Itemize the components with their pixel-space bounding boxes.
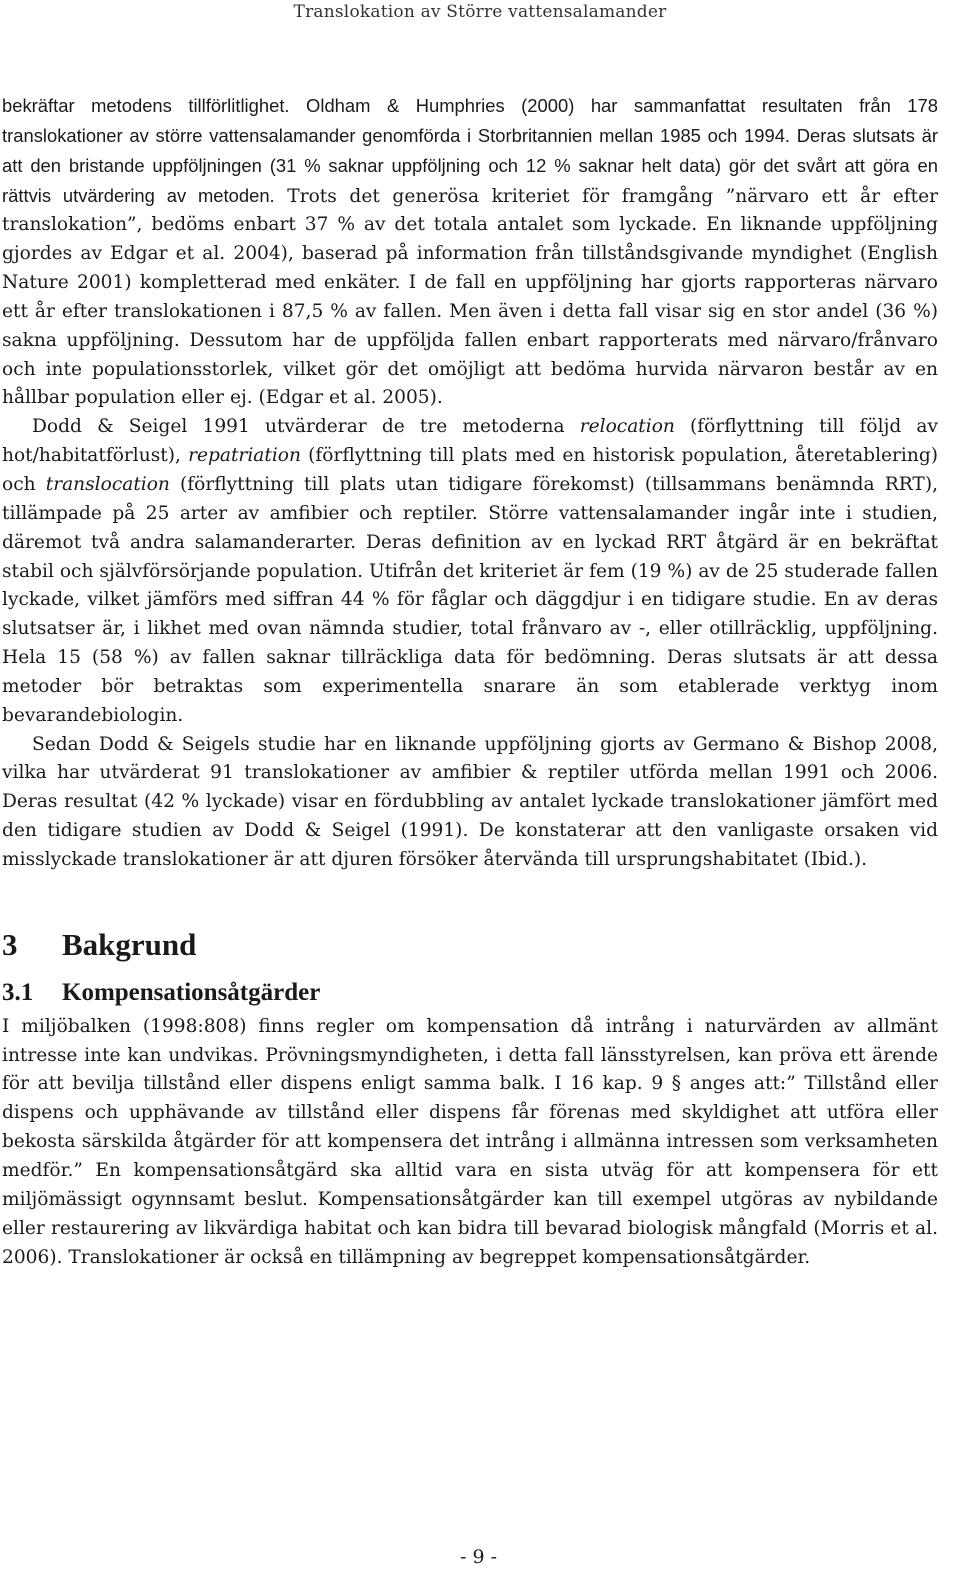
- subsection-heading-kompensationsatgarder: [2, 973, 938, 1013]
- paragraph-serif-segment: Trots det generösa kriteriet för framgång ”närvaro ett år efter translokation”, bedöms enbart 37 % av det totala antalet som lyckade. En liknande uppföljning gjordes av Edgar et al. 2004), baserad på information från tillståndsgivande myndighet (English Nature 2001) kompletterad med enkäter. I de fall en uppföljning har gjorts rapporteras närvaro ett år efter translokationen i 87,5 % av fallen. Men även i detta fall visar sig en stor andel (36 %) sakna uppföljning. Dessutom har de uppföljda fallen enbart rapporterats med närvaro/frånvaro och inte populationsstorlek, vilket gör det omöjligt att bedöma hurvida närvaron består av en hållbar population eller ej. (Edgar et al. 2005).: [2, 185, 938, 409]
- section-heading-bakgrund: [2, 925, 938, 965]
- subsection-title: Kompensationsåtgärder: [62, 978, 321, 1006]
- subsection-number: 3.1: [2, 978, 34, 1006]
- term-translocation: translocation: [45, 473, 170, 495]
- section-title: Bakgrund: [62, 926, 197, 962]
- term-repatriation: repatriation: [188, 445, 301, 467]
- page-body: [2, 92, 938, 1272]
- paragraph-oldham-humphries: [2, 92, 938, 413]
- text-segment: (förflyttning till plats med en historisk population, återetablering) och: [2, 445, 938, 495]
- term-relocation: relocation: [579, 416, 675, 438]
- page-number: - 9 -: [460, 1546, 498, 1568]
- paragraph-sans-segment: bekräftar metodens tillförlitlighet. Oldham & Humphries (2000) har sammanfattat resultaten från 178 translokationer av större vattensalamander genomförda i Storbritannien mellan 1985 och 1994. Deras slutsats är att den bristande uppföljningen (31 % saknar uppföljning och 12 % saknar helt data) gör det svårt att göra en rättvis utvärdering av metoden.: [2, 95, 938, 206]
- text-segment: (förflyttning till följd av hot/habitatförlust),: [2, 416, 938, 467]
- paragraph-dodd-seigel: [2, 413, 938, 730]
- paragraph-germano-bishop: Sedan Dodd & Seigels studie har en liknande uppföljning gjorts av Germano & Bishop 2008, vilka har utvärderat 91 translokationer av amfibier & reptiler utförda mellan 1991 och 2006. Deras resultat (42 % lyckade) visar en fördubbling av antalet lyckade translokationer jämfört med den tidigare studien av Dodd & Seigel (1991). De konstaterar att den vanligaste orsaken vid misslyckade translokationer är att djuren försöker återvända till ursprungshabitatet (Ibid.).: [2, 733, 938, 870]
- text-segment: Dodd & Seigel 1991 utvärderar de tre metoderna: [32, 416, 580, 438]
- section-number: 3: [2, 926, 18, 962]
- paragraph-miljobalken: I miljöbalken (1998:808) finns regler om kompensation då intrång i naturvärden av allmänt intresse inte kan undvikas. Prövningsmyndigheten, i detta fall länsstyrelsen, kan pröva ett ärende för att bevilja tillstånd eller dispens enligt samma balk. I 16 kap. 9 § anges att:” Tillstånd eller dispens och upphävande av tillstånd eller dispens får förenas med skyldighet att utföra eller bekosta särskilda åtgärder för att kompensera det intrång i allmänna intressen som verksamheten medför.” En kompensationsåtgärd ska alltid vara en sista utväg för att kompensera för ett miljömässigt ogynnsamt beslut. Kompensationsåtgärder kan till exempel utgöras av nybildande eller restaurering av likvärdiga habitat och kan bidra till bevarad biologisk mångfald (Morris et al. 2006). Translokationer är också en tillämpning av begreppet kompensationsåtgärder.: [2, 1015, 938, 1268]
- text-segment: (förflyttning till plats utan tidigare förekomst) (tillsammans benämnda RRT), tillämpade på 25 arter av amfibier och reptiler. Större vattensalamander ingår inte i studien, däremot två andra salamanderarter. Deras definition av en lyckad RRT åtgärd är en bekräftat stabil och självförsörjande population. Utifrån det kriteriet är fem (19 %) av de 25 studerade fallen lyckade, vilket jämförs med siffran 44 % för fåglar och däggdjur i en tidigare studie. En av deras slutsatser är, i likhet med ovan nämnda studier, total frånvaro av -, eller otillräcklig, uppföljning. Hela 15 (58 %) av fallen saknar tillräckliga data för bedömning. Deras slutsats är att dessa metoder bör betraktas som experimentella snarare än som etablerade verktyg inom bevarandebiologin.: [2, 473, 939, 726]
- running-header: Translokation av Större vattensalamander: [293, 2, 667, 22]
